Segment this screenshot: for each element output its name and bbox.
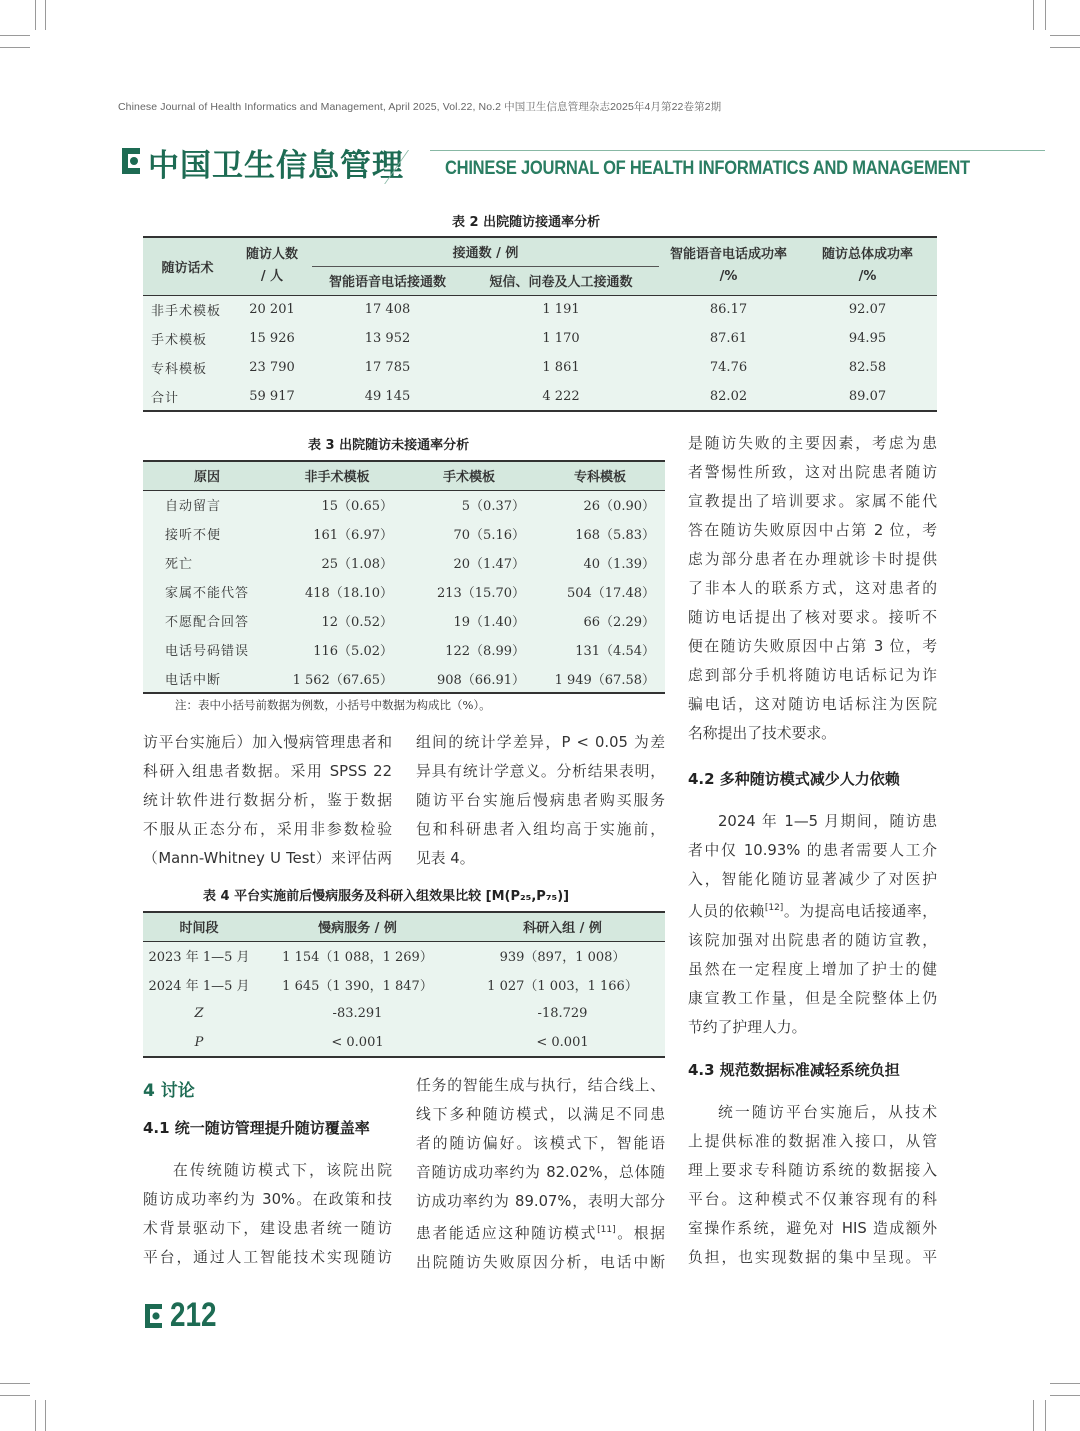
table-row [143, 324, 937, 353]
table2-header-voice-rate [659, 237, 798, 295]
table-cell: 94.95 [798, 324, 937, 353]
text-line: 骗电话，这对随访电话标注为医院 [688, 696, 937, 713]
table-row [143, 664, 665, 693]
table-cell: Z [143, 999, 255, 1028]
crop-mark [1045, 0, 1046, 30]
crop-mark [35, 0, 36, 30]
table-cell: 418（18.10） [271, 577, 403, 606]
text-line: 是随访失败的主要因素，考虑为患 [688, 435, 937, 452]
paragraph-col3-mid [688, 807, 937, 1042]
table-cell: 116（5.02） [271, 635, 403, 664]
table-cell: 504（17.48） [535, 577, 665, 606]
table-cell: 2024 年 1—5 月 [143, 970, 255, 999]
text-line: 康宣教工作量，但是全院整体上仍 [688, 989, 937, 1007]
table3-header: 专科模板 [535, 461, 665, 490]
table3 [143, 460, 665, 694]
text-line: 平台，通过人工智能技术实现随访 [143, 1249, 392, 1266]
crop-mark [35, 1400, 36, 1431]
text-line: 异具有统计学意义。分析结果表明， [416, 763, 665, 780]
table-cell: 82.02 [659, 382, 798, 411]
table-row [143, 295, 937, 324]
table-row [143, 635, 665, 664]
text-line: 随访成功率约为 30%。在政策和技 [143, 1191, 392, 1208]
crop-mark [1033, 1400, 1034, 1431]
crop-mark [0, 1383, 30, 1384]
table2-header-method: 随访话术 [143, 237, 232, 295]
table4-header: 科研入组 / 例 [460, 912, 665, 941]
table-cell: 15 926 [232, 324, 312, 353]
journal-title-cn: 中国卫生信息管理 [148, 148, 404, 184]
table-cell: 12（0.52） [271, 606, 403, 635]
table-cell: 86.17 [659, 295, 798, 324]
section-4-heading: 4 讨论 [143, 1081, 195, 1101]
text-line: 统计软件进行数据分析，鉴于数据 [143, 792, 392, 809]
text-line: 出院随访失败原因分析，电话中断 [416, 1253, 665, 1271]
paragraph-col3-top [688, 429, 937, 748]
text-line: 者的随访偏好。该模式下，智能语 [416, 1135, 665, 1152]
table3-caption: 表 3 出院随访未接通率分析 [308, 438, 470, 453]
table-cell: 25（1.08） [271, 548, 403, 577]
table-cell: 908（66.91） [403, 664, 535, 693]
table-cell: 非手术模板 [143, 295, 232, 324]
table-cell: 49 145 [312, 382, 463, 411]
table-cell: 电话中断 [143, 664, 271, 693]
text-line: 包和科研患者入组均高于实施前， [416, 821, 665, 838]
table-row [143, 382, 937, 411]
crop-mark [45, 1400, 46, 1431]
table-cell: 1 154（1 088，1 269） [255, 941, 460, 970]
table-cell: < 0.001 [255, 1028, 460, 1057]
table-cell: 122（8.99） [403, 635, 535, 664]
table-cell: 17 785 [312, 353, 463, 382]
table-cell: 合计 [143, 382, 232, 411]
table-cell: 87.61 [659, 324, 798, 353]
table4 [143, 911, 665, 1058]
text-line: 了非本人的联系方式，这对患者的 [688, 580, 937, 597]
table-row [143, 577, 665, 606]
masthead-rule [430, 150, 1045, 151]
text-fragment: 。为提高电话接通率， [783, 902, 937, 920]
table-row [143, 490, 665, 519]
table3-header: 非手术模板 [271, 461, 403, 490]
header-line: 随访总体成功率 [821, 247, 913, 263]
text-fragment: 。根据 [615, 1224, 665, 1242]
header-line: /% [858, 269, 877, 285]
text-line: 不服从正态分布，采用非参数检验 [143, 821, 392, 838]
table-cell: -18.729 [460, 999, 665, 1028]
table-cell: 1 861 [463, 353, 659, 382]
table-cell: 不愿配合回答 [143, 606, 271, 635]
table4-header: 时间段 [143, 912, 255, 941]
table-cell: 死亡 [143, 548, 271, 577]
text-line: 统一随访平台实施后，从技术 [718, 1104, 937, 1121]
text-line: （Mann-Whitney U Test）来评估两 [143, 850, 392, 867]
text-line: 术背景驱动下，建设患者统一随访 [143, 1220, 392, 1237]
text-line: 负担，也实现数据的集中呈现。平 [688, 1249, 937, 1266]
table-cell: 1 949（67.58） [535, 664, 665, 693]
section-4-3-heading: 4.3 规范数据标准减轻系统负担 [688, 1061, 900, 1079]
table4-header: 慢病服务 / 例 [255, 912, 460, 941]
text-line: 组间的统计学差异，P < 0.05 为差 [416, 734, 665, 751]
paragraph-col2-top [416, 728, 665, 873]
text-line [416, 1216, 665, 1248]
section-4-1-heading: 4.1 统一随访管理提升随访覆盖率 [143, 1119, 370, 1137]
table2-header-total-rate [798, 237, 937, 295]
journal-logo-icon [118, 146, 144, 176]
table-cell: 家属不能代答 [143, 577, 271, 606]
table-cell: 939（897，1 008） [460, 941, 665, 970]
table-cell: 1 170 [463, 324, 659, 353]
table2-caption: 表 2 出院随访接通率分析 [452, 215, 601, 230]
table3-header: 原因 [143, 461, 271, 490]
text-fragment: 人员的依赖 [688, 902, 765, 920]
header-line: 智能语音电话成功率 [669, 247, 787, 263]
table-cell: 92.07 [798, 295, 937, 324]
table2-header-count [232, 237, 312, 295]
text-line: 任务的智能生成与执行，结合线上、 [416, 1077, 665, 1094]
table-row [143, 548, 665, 577]
text-line: 虑到部分手机将随访电话标记为诈 [688, 667, 937, 684]
text-line: 便在随访失败原因中占第 3 位，考 [688, 638, 937, 655]
table-cell: 23 790 [232, 353, 312, 382]
table-cell: 1 027（1 003，1 166） [460, 970, 665, 999]
text-fragment: 患者能适应这种随访模式 [416, 1224, 598, 1242]
citation-ref: [11] [597, 1225, 616, 1235]
text-line: 答在随访失败原因中占第 2 位，考 [688, 522, 937, 539]
table2-header-connect: 接通数 / 例 [312, 237, 659, 266]
table-cell: 20（1.47） [403, 548, 535, 577]
text-line: 节约了护理人力。 [688, 1018, 807, 1036]
table-cell: 161（6.97） [271, 519, 403, 548]
table-cell: 40（1.39） [535, 548, 665, 577]
table2-header-voice: 智能语音电话接通数 [312, 266, 463, 295]
table-cell: P [143, 1028, 255, 1057]
text-line: 科研入组患者数据。采用 SPSS 22 [143, 763, 392, 780]
page-number: 212 [170, 1296, 217, 1334]
crop-mark [0, 47, 30, 48]
text-line: 虑为部分患者在办理就诊卡时提供 [688, 551, 937, 568]
table-cell: 1 645（1 390，1 847） [255, 970, 460, 999]
citation-ref: [12] [764, 903, 784, 913]
table-cell: 82.58 [798, 353, 937, 382]
table-row [143, 1028, 665, 1057]
table-cell: 168（5.83） [535, 519, 665, 548]
crop-mark [45, 0, 46, 30]
crop-mark [1050, 47, 1080, 48]
table3-note: 注：表中小括号前数据为例数，小括号中数据为构成比（%）。 [175, 698, 491, 712]
running-head: Chinese Journal of Health Informatics and Management, April 2025, Vol.22, No.2 中国卫生信息管理杂志2025年4月第22卷第2期 [118, 101, 722, 113]
table-cell: 17 408 [312, 295, 463, 324]
table3-header: 手术模板 [403, 461, 535, 490]
text-line: 平台。这种模式不仅兼容现有的科 [688, 1191, 937, 1208]
table-cell: 专科模板 [143, 353, 232, 382]
table-row [143, 353, 937, 382]
text-line: 上提供标准的数据准入接口，从管 [688, 1133, 937, 1150]
crop-mark [0, 1395, 30, 1396]
paragraph-col2-bottom [416, 1071, 665, 1277]
header-line: 随访人数 [245, 247, 298, 263]
page-logo-icon [143, 1303, 165, 1329]
header-line: / 人 [260, 269, 284, 285]
table-cell: 手术模板 [143, 324, 232, 353]
text-line: 入，智能化随访显著减少了对医护 [688, 871, 937, 888]
text-line: 线下多种随访模式，以满足不同患 [416, 1106, 665, 1123]
crop-mark [1050, 35, 1080, 36]
text-line: 理上要求专科随访系统的数据接入 [688, 1162, 937, 1179]
text-line: 2024 年 1—5 月期间，随访患 [718, 813, 937, 830]
text-line: 随访平台实施后慢病患者购买服务 [416, 792, 665, 809]
section-4-2-heading: 4.2 多种随访模式减少人力依赖 [688, 770, 900, 788]
paragraph-col1-top [143, 728, 392, 873]
table-cell: 213（15.70） [403, 577, 535, 606]
table-row [143, 941, 665, 970]
table2 [143, 236, 937, 412]
journal-title-en: CHINESE JOURNAL OF HEALTH INFORMATICS AND MANAGEMENT [445, 158, 970, 179]
table-cell: 电话号码错误 [143, 635, 271, 664]
table-cell: 66（2.29） [535, 606, 665, 635]
text-line: 者警惕性所致，这对出院患者随访 [688, 464, 937, 481]
text-line [688, 894, 937, 926]
text-line: 室操作系统，避免对 HIS 造成额外 [688, 1220, 937, 1237]
table-row [143, 519, 665, 548]
crop-mark [0, 35, 30, 36]
table-cell: 13 952 [312, 324, 463, 353]
table-cell: 74.76 [659, 353, 798, 382]
table-cell: 131（4.54） [535, 635, 665, 664]
table-cell: 20 201 [232, 295, 312, 324]
crop-mark [1050, 1383, 1080, 1384]
table-cell: 接听不便 [143, 519, 271, 548]
header-line: /% [719, 269, 738, 285]
text-line: 宣教提出了培训要求。家属不能代 [688, 493, 937, 510]
table4-caption: 表 4 平台实施前后慢病服务及科研入组效果比较 [M(P₂₅,P₇₅)] [203, 889, 570, 904]
text-line: 者中仅 10.93% 的患者需要人工介 [688, 842, 937, 859]
table-cell: 15（0.65） [271, 490, 403, 519]
table-cell: 2023 年 1—5 月 [143, 941, 255, 970]
text-line: 该院加强对出院患者的随访宣教， [688, 931, 937, 949]
text-line: 音随访成功率约为 82.02%，总体随 [416, 1164, 665, 1181]
table2-header-sms: 短信、问卷及人工接通数 [463, 266, 659, 295]
table-row [143, 999, 665, 1028]
table-cell: 5（0.37） [403, 490, 535, 519]
crop-mark [1050, 1395, 1080, 1396]
table-cell: 自动留言 [143, 490, 271, 519]
text-line: 随访电话提出了核对要求。接听不 [688, 609, 937, 626]
table-row [143, 970, 665, 999]
text-line: 在传统随访模式下，该院出院 [173, 1162, 392, 1179]
text-line: 访平台实施后）加入慢病管理患者和 [143, 734, 392, 751]
table-cell: 89.07 [798, 382, 937, 411]
table-cell: 70（5.16） [403, 519, 535, 548]
paragraph-col1-bottom [143, 1156, 392, 1272]
table-cell: 4 222 [463, 382, 659, 411]
table-cell: 1 562（67.65） [271, 664, 403, 693]
text-line: 见表 4。 [416, 850, 475, 867]
crop-mark [1033, 0, 1034, 30]
table-row [143, 606, 665, 635]
table-cell: 19（1.40） [403, 606, 535, 635]
table-cell: < 0.001 [460, 1028, 665, 1057]
table-cell: 59 917 [232, 382, 312, 411]
text-line: 名称提出了技术要求。 [688, 725, 836, 742]
table-cell: -83.291 [255, 999, 460, 1028]
table-cell: 26（0.90） [535, 490, 665, 519]
table-cell: 1 191 [463, 295, 659, 324]
paragraph-col3-bottom [688, 1098, 937, 1272]
text-line: 虽然在一定程度上增加了护士的健 [688, 960, 937, 978]
text-line: 访成功率约为 89.07%，表明大部分 [416, 1193, 665, 1210]
crop-mark [1045, 1400, 1046, 1431]
